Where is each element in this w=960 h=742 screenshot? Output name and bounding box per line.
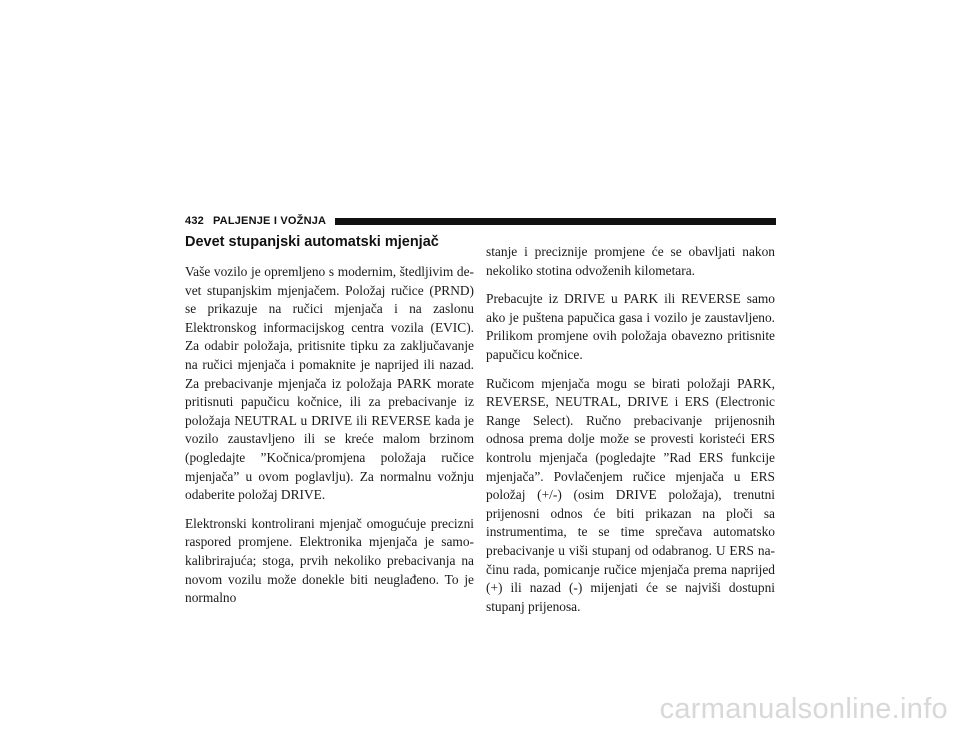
section-heading: Devet stupanjski automatski mjenjač — [185, 234, 439, 250]
section-title: PALJENJE I VOŽNJA — [212, 215, 327, 227]
paragraph: Vaše vozilo je opremljeno s modernim, štedljivim devet stupanjskim mjenjačem. Položaj ručice (PRND) se prikazuje na ručici mjenjača i na zaslonu Elektronskog informacijskog centra vozila (EVIC). Za odabir položaja, pritisnite tipku za zaključavanje na ručici mjenjača i pomaknite je naprijed ili nazad. Za prebacivanje mjenjača iz položaja PARK morate pritisnuti papučicu kočnice, ili za prebacivanje iz položaja NEUTRAL u DRIVE ili REVERSE kada je vozilo zaustavljeno ili se kreće malom brzinom (pogledajte ”Kočnica/promjena položaja ručice mjenjača” u ovom poglavlju). Za normalnu vožnju odaberite položaj DRIVE. — [185, 264, 474, 503]
paragraph: Elektronski kontrolirani mjenjač omogućuje precizni raspored promjene. Elektronika mjenjača je samo-kalibrirajuća; stoga, prvih nekoliko prebacivanja na novom vozilu može donekle biti neuglađeno. To je normalno — [185, 515, 474, 606]
page-header — [185, 213, 776, 229]
header-rule — [335, 218, 776, 225]
left-column — [185, 232, 474, 618]
page-number: 432 — [185, 215, 204, 227]
paragraph: Prebacujte iz DRIVE u PARK ili REVERSE samo ako je puštena papučica gasa i vozilo je zaustavljeno. Prilikom promjene ovih položaja obavezno pritisnite papučicu kočnice. — [486, 291, 775, 362]
right-column — [486, 243, 775, 626]
paragraph: Ručicom mjenjača mogu se birati položaji PARK, REVERSE, NEUTRAL, DRIVE i ERS (Electronic Range Select). Ručno prebacivanje prijenosnih odnosa prema dolje može se provesti koristeći ERS kontrolu mjenjača (pogledajte ”Rad ERS funkcije mjenjača”. Povlačenjem ručice mjenjača u ERS položaj (+/-) (osim DRIVE položaja), trenutni prijenosni odnos će biti prikazan na ploči sa instrumentima, te se time sprečava automatsko prebacivanje u viši stupanj od odabranog. U ERS načinu rada, pomicanje ručice mjenjača prema naprijed (+) ili nazad (-) mijenjati će se najviši dostupni stupanj prijenosa. — [486, 375, 775, 614]
watermark: carmanualsonline.info — [659, 693, 948, 725]
paragraph: stanje i preciznije promjene će se obavljati nakon nekoliko stotina odvoženih kilometara. — [486, 244, 775, 278]
